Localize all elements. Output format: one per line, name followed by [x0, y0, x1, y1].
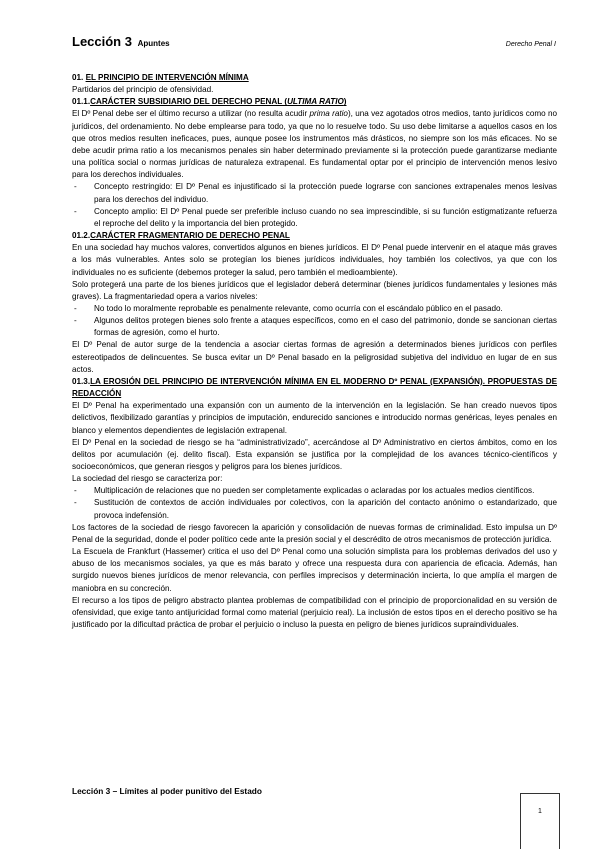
paragraph: Partidarios del principio de ofensividad.: [72, 85, 214, 95]
page-number-box: [520, 793, 560, 849]
paragraph: El Dº Penal de autor surge de la tendencia a asociar ciertas formas de agresión a determinados bienes jurídicos con perfiles estereotipados de delincuentes. Se busca evitar un Dº Penal basado en la peligrosidad subjetiva del individuo en lugar de en sus actos.: [72, 340, 557, 374]
section-title: EL PRINCIPIO DE INTERVENCIÓN MÍNIMA: [85, 73, 249, 82]
section-number: 01.: [72, 73, 84, 82]
list-item: - Sustitución de contextos de acción individuales por colectivos, con la aparición del contacto anónimo o estandarizado, que provoca indefensión.: [72, 497, 557, 521]
paragraph: El Dº Penal ha experimentado una expansión con un aumento de la intervención en la legislación. Se han creado nuevos tipos delictivos, flexibilizado garantías y principios de imputación, endurecido sanciones e introducido normas genéricas, leyes penales en blanco y elementos dependientes de legislación extrapenal.: [72, 401, 557, 435]
paragraph: El recurso a los tipos de peligro abstracto plantea problemas de compatibilidad con el principio de proporcionalidad en su versión de ofensividad, que exige tanto antijuricidad formal como material (perjuicio real). La inclusión de estos tipos en el derecho positivo se ha justificado por la dificultad práctica de probar el perjuicio o incluso la puesta en peligro de bienes jurídicos supraindividuales.: [72, 595, 557, 630]
bullet-list: [72, 181, 557, 230]
list-item: - Algunos delitos protegen bienes solo frente a ataques específicos, como en el caso del patrimonio, donde se sancionan ciertas formas de agresión, como el hurto.: [72, 315, 557, 339]
lesson-subtitle: Apuntes: [137, 39, 170, 48]
section-title: [90, 97, 346, 106]
document-body: [72, 72, 557, 631]
section-title: LA EROSIÓN DEL PRINCIPIO DE INTERVENCIÓN MÍNIMA EN EL MODERNO Dº PENAL (EXPANSIÓN). PROPUESTAS DE REDACCIÓN: [72, 376, 557, 399]
list-item: - No todo lo moralmente reprobable es penalmente relevante, como ocurría con el escándalo público en el pasado.: [72, 303, 557, 315]
paragraph: [72, 108, 557, 181]
heading-text: CARÁCTER SUBSIDIARIO DEL DERECHO PENAL (: [90, 97, 288, 107]
subject-label: Derecho Penal I: [505, 41, 556, 48]
list-item: - Multiplicación de relaciones que no pueden ser completamente explicadas o aclaradas por los actuales medios científicos.: [72, 485, 557, 497]
section-1-heading: [72, 72, 557, 84]
paragraph-text: El Dº Penal debe ser el último recurso a utilizar (no resulta acudir: [72, 109, 310, 119]
italic-term: prima ratio: [309, 109, 348, 119]
section-1-3-heading: [72, 376, 557, 400]
paragraph-text: ), una vez agotados otros medios, tanto jurídicos como no jurídicos, del ordenamiento. No debe emplearse para todo, ya que no lo resuelve todo. Su uso debe limitarse a aquellos casos en los que otros medios resulten ineficaces, pues, aunque posee los instrumentos más drásticos, no siempre son los más eficaces. No se debe acudir prima ratio a los mecanismos penales sin haber determinado previamente si la protección puede garantizarse mediante una política social o normas jurídicas de naturaleza extrapenal. Es fundamental optar por el principio de intervención menos lesivo para los derechos individuales.: [72, 109, 558, 180]
page-number: 1: [538, 808, 542, 815]
paragraph: Los factores de la sociedad de riesgo favorecen la aparición y consolidación de nuevas formas de criminalidad. Esto impulsa un Dº Penal de la seguridad, donde el poder político cede ante la presión social y el descrédito de otros mecanismos de protección jurídica.: [72, 522, 557, 544]
heading-italic: ULTIMA RATIO: [287, 97, 344, 107]
section-1-1-heading: [72, 96, 557, 108]
page-header: [72, 34, 556, 54]
section-title: CARÁCTER FRAGMENTARIO DE DERECHO PENAL: [90, 231, 290, 241]
list-item: - Concepto amplio: El Dº Penal puede ser preferible incluso cuando no sea imprescindible, si su función estigmatizante refuerza el reproche del delito y la importancia del bien protegido.: [72, 206, 557, 230]
footer-title: Lección 3 – Límites al poder punitivo del Estado: [72, 786, 262, 796]
bullet-list: [72, 485, 557, 521]
bullet-list: [72, 303, 557, 339]
section-number: 01.3.: [72, 376, 91, 386]
paragraph: En una sociedad hay muchos valores, convertidos algunos en bienes jurídicos. El Dº Penal puede intervenir en el ataque más graves a los más vulnerables. Antes solo se protegían los bienes jurídicos individuales, hoy también los colectivos, ya que con los individuales no es suficiente (debemos proteger la salud, pero también el medioambiente).: [72, 243, 557, 277]
list-item: - Concepto restringido: El Dº Penal es injustificado si la protección puede lograrse con sanciones extrapenales menos lesivas para los derechos del individuo.: [72, 181, 557, 205]
section-number: 01.2.: [72, 231, 91, 241]
paragraph: La Escuela de Frankfurt (Hassemer) critica el uso del Dº Penal como una solución simplista para los problemas derivados del uso y abuso de los mecanismos sociales, ya que es más barato y ofrece una respuesta dura con apariencia de eficacia. Además, han surgido nuevos bienes jurídicos de menor relevancia, con perfiles imprecisos y determinación incierta, lo que amplía el margen de maniobra en su concreción.: [72, 547, 557, 593]
lesson-label: Lección 3: [72, 34, 132, 49]
paragraph: Solo protegerá una parte de los bienes jurídicos que el legislador deberá determinar (bienes jurídicos fundamentales y lesiones más graves). La fragmentariedad opera a varios niveles:: [72, 279, 557, 301]
paragraph: El Dº Penal en la sociedad de riesgo se ha “administrativizado”, acercándose al Dº Administrativo en ciertos ámbitos, como en los delitos por acumulación (ej. delito fiscal). Esta expansión se justifica por la complejidad de los avances técnico-científicos y socioeconómicos, que generan riesgos y peligros para los bienes jurídicos.: [72, 437, 557, 471]
paragraph: La sociedad del riesgo se caracteriza por:: [72, 474, 223, 484]
lesson-title: [72, 34, 170, 49]
heading-text: ): [343, 97, 347, 107]
section-1-2-heading: [72, 230, 557, 242]
section-number: 01.1.: [72, 97, 91, 107]
